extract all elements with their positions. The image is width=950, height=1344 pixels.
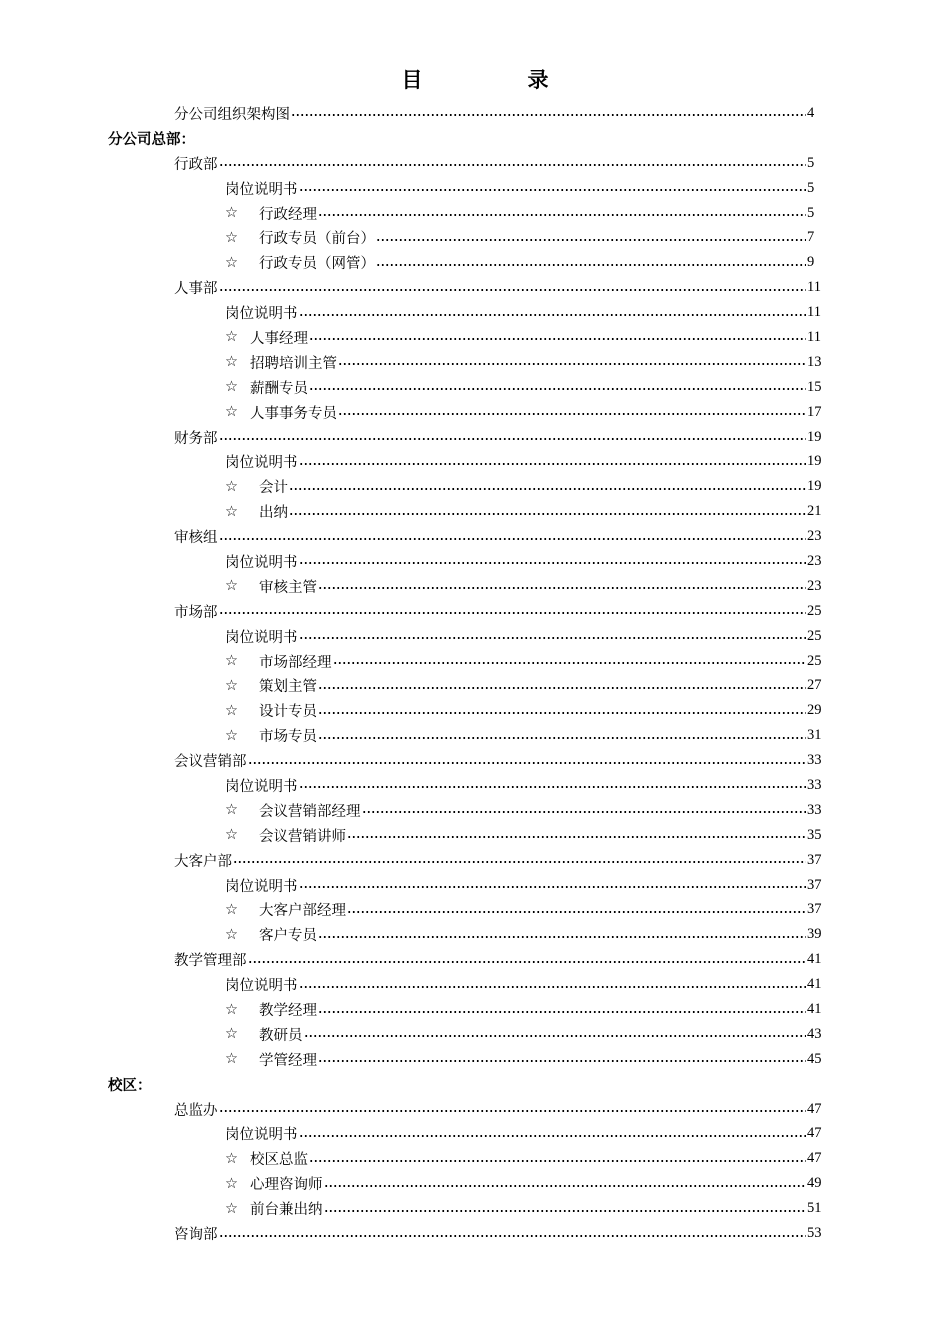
star-icon: ☆: [225, 578, 238, 595]
toc-leader-dots: [318, 1058, 806, 1064]
toc-leader-dots: [309, 336, 806, 342]
toc-entry[interactable]: [0, 673, 950, 698]
toc-entry-label: 大客户部: [174, 853, 232, 870]
toc-page-number: 23: [807, 552, 822, 569]
toc-entry-label: 市场部经理: [259, 654, 332, 671]
toc-entry-label: 分公司组织架构图: [174, 106, 290, 123]
toc-page-number: 47: [807, 1150, 822, 1167]
toc-leader-dots: [219, 162, 807, 168]
toc-entry-label: 教学经理: [259, 1003, 317, 1019]
toc-entry[interactable]: [0, 400, 950, 425]
toc-leader-dots: [309, 1158, 806, 1164]
toc-entry-label: 校区：: [108, 1076, 152, 1094]
toc-page-number: 11: [807, 304, 821, 321]
toc-entry-label: 行政经理: [259, 206, 317, 223]
toc-leader-dots: [291, 112, 806, 118]
toc-page-number: 43: [807, 1025, 822, 1042]
toc-entry-label: 审核主管: [259, 579, 317, 596]
toc-entry-label: 人事部: [174, 281, 218, 298]
toc-leader-dots: [376, 237, 806, 243]
toc-entry[interactable]: [0, 524, 950, 549]
toc-entry-label: 教研员: [259, 1027, 303, 1044]
toc-page-number: 47: [807, 1100, 822, 1117]
toc-leader-dots: [318, 735, 806, 741]
toc-leader-dots: [324, 1183, 807, 1189]
toc-entry-label: 咨询部: [174, 1227, 218, 1244]
toc-page-number: 21: [807, 503, 822, 520]
toc-entry[interactable]: [0, 300, 950, 325]
toc-page-number: 5: [807, 154, 815, 171]
toc-entry[interactable]: [0, 997, 950, 1022]
toc-page-number: 15: [807, 378, 822, 395]
toc-leader-dots: [299, 635, 807, 641]
toc-page-number: 39: [807, 926, 822, 943]
toc-leader-dots: [299, 784, 807, 790]
toc-entry-label: 岗位说明书: [225, 878, 298, 895]
toc-entry-label: 薪酬专员: [250, 380, 308, 397]
toc-page-number: 53: [807, 1225, 822, 1242]
toc-entry[interactable]: [0, 101, 950, 126]
toc-entry-label: 出纳: [259, 505, 288, 522]
toc-page-number: 19: [807, 428, 822, 445]
toc-page-number: 25: [807, 602, 822, 619]
toc-entry-label: 设计专员: [259, 704, 317, 721]
toc-entry[interactable]: [0, 176, 950, 201]
toc-section-heading: [0, 1072, 950, 1097]
toc-entry[interactable]: [0, 1221, 950, 1246]
toc-page-number: 25: [807, 652, 822, 669]
toc-entry[interactable]: [0, 624, 950, 649]
toc-page-number: 25: [807, 627, 822, 644]
toc-leader-dots: [309, 386, 806, 392]
toc-page-number: 35: [807, 826, 822, 843]
toc-page-number: 7: [807, 229, 815, 246]
toc-entry-label: 心理咨询师: [250, 1177, 323, 1194]
toc-page-number: 45: [807, 1050, 822, 1067]
toc-leader-dots: [248, 959, 807, 965]
toc-page-number: 5: [807, 204, 815, 221]
toc-entry-label: 人事经理: [250, 330, 308, 347]
toc-leader-dots: [318, 1009, 806, 1015]
toc-page-number: 31: [807, 727, 822, 744]
toc-leader-dots: [299, 187, 807, 193]
table-of-contents: [0, 101, 950, 1246]
star-icon: ☆: [225, 1150, 238, 1167]
toc-page-number: 41: [807, 1001, 822, 1017]
star-icon: ☆: [225, 503, 238, 520]
star-icon: ☆: [225, 205, 238, 221]
toc-entry-label: 行政专员（网管）: [259, 256, 375, 273]
toc-page-number: 11: [807, 279, 821, 296]
toc-entry[interactable]: [0, 922, 950, 947]
star-icon: ☆: [225, 926, 238, 943]
toc-leader-dots: [318, 212, 806, 218]
toc-leader-dots: [219, 610, 807, 616]
toc-page-number: 49: [807, 1175, 822, 1192]
toc-page-number: 23: [807, 528, 822, 545]
toc-leader-dots: [376, 262, 806, 268]
toc-entry[interactable]: [0, 972, 950, 997]
toc-entry[interactable]: [0, 1047, 950, 1072]
toc-leader-dots: [338, 411, 806, 417]
toc-leader-dots: [299, 1133, 807, 1139]
toc-entry-label: 岗位说明书: [225, 554, 298, 571]
toc-leader-dots: [219, 287, 807, 293]
toc-entry[interactable]: [0, 449, 950, 474]
toc-entry-label: 岗位说明书: [225, 629, 298, 646]
toc-page-number: 33: [807, 752, 822, 769]
toc-entry[interactable]: [0, 1146, 950, 1171]
toc-entry[interactable]: [0, 723, 950, 748]
star-icon: ☆: [225, 1001, 238, 1018]
toc-entry-label: 岗位说明书: [225, 306, 298, 323]
toc-entry[interactable]: [0, 1196, 950, 1221]
star-icon: ☆: [225, 901, 238, 918]
toc-leader-dots: [333, 660, 807, 666]
toc-leader-dots: [362, 809, 807, 815]
toc-page-number: 13: [807, 353, 822, 370]
toc-entry-label: 总监办: [174, 1102, 218, 1119]
toc-entry-label: 客户专员: [259, 928, 317, 945]
toc-leader-dots: [233, 859, 806, 865]
toc-leader-dots: [318, 710, 806, 716]
toc-leader-dots: [318, 585, 806, 591]
toc-page-number: 11: [807, 328, 821, 345]
toc-entry-label: 会议营销部: [174, 754, 247, 771]
toc-entry-label: 审核组: [174, 530, 218, 547]
toc-entry-label: 市场部: [174, 604, 218, 621]
toc-entry-label: 校区总监: [250, 1152, 308, 1169]
toc-entry[interactable]: [0, 873, 950, 898]
toc-page-number: 23: [807, 577, 822, 594]
toc-title: 目 录: [401, 67, 591, 92]
star-icon: ☆: [225, 1051, 238, 1068]
toc-entry[interactable]: [0, 151, 950, 176]
toc-entry[interactable]: [0, 798, 950, 823]
toc-page-number: 19: [807, 478, 822, 495]
toc-page-number: 33: [807, 776, 822, 793]
toc-entry[interactable]: [0, 823, 950, 848]
toc-entry[interactable]: [0, 748, 950, 773]
toc-entry[interactable]: [0, 773, 950, 798]
toc-entry[interactable]: [0, 574, 950, 599]
toc-page-number: 51: [807, 1200, 822, 1217]
toc-section-heading: [0, 126, 950, 151]
star-icon: ☆: [225, 653, 238, 670]
star-icon: ☆: [225, 677, 238, 694]
toc-entry-label: 会议营销部经理: [259, 803, 361, 820]
toc-leader-dots: [324, 1208, 807, 1214]
star-icon: ☆: [225, 329, 238, 346]
toc-page-number: 5: [807, 179, 815, 196]
toc-page-number: 19: [807, 453, 822, 470]
toc-page-number: 37: [807, 876, 822, 893]
toc-page-number: 17: [807, 403, 822, 420]
toc-entry-label: 会计: [259, 480, 288, 497]
toc-entry[interactable]: [0, 1171, 950, 1196]
toc-page-number: 37: [807, 901, 822, 918]
toc-entry-label: 人事事务专员: [250, 405, 337, 422]
toc-entry[interactable]: [0, 1022, 950, 1047]
toc-page-number: 41: [807, 951, 822, 968]
toc-page-number: 37: [807, 851, 822, 868]
star-icon: ☆: [225, 478, 238, 495]
toc-page-number: 41: [807, 976, 822, 993]
toc-entry-label: 岗位说明书: [225, 978, 298, 995]
toc-leader-dots: [299, 461, 807, 467]
toc-entry-label: 岗位说明书: [225, 1127, 298, 1144]
star-icon: ☆: [225, 379, 238, 396]
star-icon: ☆: [225, 827, 238, 844]
toc-entry-label: 行政专员（前台）: [259, 231, 375, 248]
toc-entry-label: 会议营销讲师: [259, 828, 346, 845]
star-icon: ☆: [225, 702, 238, 719]
toc-leader-dots: [347, 909, 806, 915]
star-icon: ☆: [225, 1026, 238, 1043]
toc-page-number: 47: [807, 1125, 822, 1142]
toc-entry[interactable]: [0, 649, 950, 674]
toc-leader-dots: [299, 884, 807, 890]
toc-entry-label: 岗位说明书: [225, 181, 298, 198]
star-icon: ☆: [225, 404, 238, 421]
toc-entry-label: 分公司总部：: [108, 130, 195, 148]
toc-entry[interactable]: [0, 350, 950, 375]
toc-entry[interactable]: [0, 474, 950, 499]
toc-entry[interactable]: [0, 1122, 950, 1147]
toc-entry-label: 财务部: [174, 430, 218, 447]
toc-entry[interactable]: [0, 325, 950, 350]
toc-entry[interactable]: [0, 549, 950, 574]
toc-entry[interactable]: [0, 499, 950, 524]
toc-leader-dots: [289, 486, 806, 492]
star-icon: ☆: [225, 229, 238, 246]
toc-entry-label: 教学管理部: [174, 953, 247, 970]
toc-leader-dots: [289, 511, 806, 517]
star-icon: ☆: [225, 727, 238, 744]
toc-entry[interactable]: [0, 947, 950, 972]
toc-entry[interactable]: [0, 698, 950, 723]
toc-page-number: 9: [807, 254, 815, 271]
toc-leader-dots: [219, 1233, 807, 1239]
toc-entry[interactable]: [0, 599, 950, 624]
toc-leader-dots: [219, 536, 807, 542]
star-icon: ☆: [225, 354, 238, 371]
toc-leader-dots: [338, 361, 806, 367]
toc-entry-label: 前台兼出纳: [250, 1202, 323, 1219]
toc-page-number: 4: [807, 104, 815, 121]
toc-leader-dots: [299, 312, 807, 318]
toc-entry-label: 大客户部经理: [259, 903, 346, 920]
toc-entry[interactable]: [0, 898, 950, 923]
toc-leader-dots: [299, 560, 807, 566]
toc-leader-dots: [347, 834, 806, 840]
toc-entry[interactable]: [0, 250, 950, 275]
star-icon: ☆: [225, 1175, 238, 1192]
star-icon: ☆: [225, 802, 238, 819]
toc-entry[interactable]: [0, 275, 950, 300]
toc-leader-dots: [304, 1033, 807, 1039]
toc-leader-dots: [318, 685, 806, 691]
toc-entry-label: 市场专员: [259, 729, 317, 746]
toc-entry-label: 行政部: [174, 156, 218, 173]
toc-entry-label: 策划主管: [259, 679, 317, 696]
toc-entry[interactable]: [0, 1097, 950, 1122]
toc-leader-dots: [219, 436, 807, 442]
toc-entry[interactable]: [0, 848, 950, 873]
toc-entry[interactable]: [0, 375, 950, 400]
toc-entry-label: 岗位说明书: [225, 778, 298, 795]
toc-leader-dots: [299, 984, 807, 990]
star-icon: ☆: [225, 1200, 238, 1217]
toc-page-number: 29: [807, 702, 822, 719]
star-icon: ☆: [225, 254, 238, 271]
toc-entry-label: 岗位说明书: [225, 455, 298, 472]
toc-entry-label: 学管经理: [259, 1052, 317, 1069]
toc-page-number: 33: [807, 801, 822, 818]
toc-entry-label: 招聘培训主管: [250, 355, 337, 372]
toc-entry[interactable]: [0, 201, 950, 226]
toc-leader-dots: [219, 1108, 807, 1114]
toc-entry[interactable]: [0, 425, 950, 450]
toc-leader-dots: [248, 760, 807, 766]
toc-page-number: 27: [807, 677, 822, 694]
toc-entry[interactable]: [0, 225, 950, 250]
toc-leader-dots: [318, 934, 806, 940]
